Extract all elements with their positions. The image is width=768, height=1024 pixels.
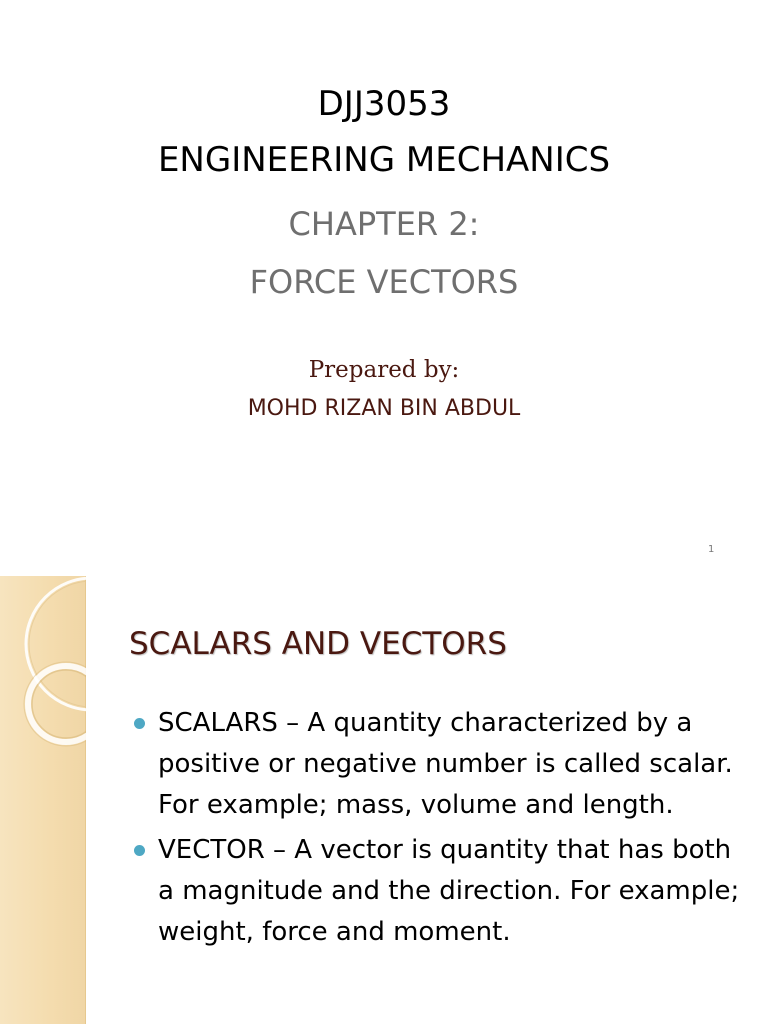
decorative-rings-icon <box>0 576 86 1024</box>
bullet-list <box>130 703 750 957</box>
bullet-text: SCALARS – A quantity characterized by a positive or negative number is called scalar. For example; mass, volume and length. <box>158 708 733 820</box>
course-code: DJJ3053 <box>317 84 451 124</box>
prepared-by-label: Prepared by: <box>308 357 460 383</box>
slide-heading: SCALARS AND VECTORS <box>129 626 507 662</box>
page-number: 1 <box>708 544 715 555</box>
author-name: MOHD RIZAN BIN ABDUL <box>247 396 521 421</box>
bullet-text: VECTOR – A vector is quantity that has both a magnitude and the direction. For example; weight, force and moment. <box>158 835 740 947</box>
bullet-vector <box>130 830 750 953</box>
chapter-title: FORCE VECTORS <box>249 263 519 301</box>
content-slide <box>0 576 768 1024</box>
chapter-label: CHAPTER 2: <box>288 205 480 243</box>
bullet-scalars <box>130 703 750 826</box>
bullet-dot-icon <box>134 718 145 729</box>
bullet-dot-icon <box>134 845 145 856</box>
decorative-sidebar <box>0 576 86 1024</box>
course-title: ENGINEERING MECHANICS <box>157 140 611 180</box>
